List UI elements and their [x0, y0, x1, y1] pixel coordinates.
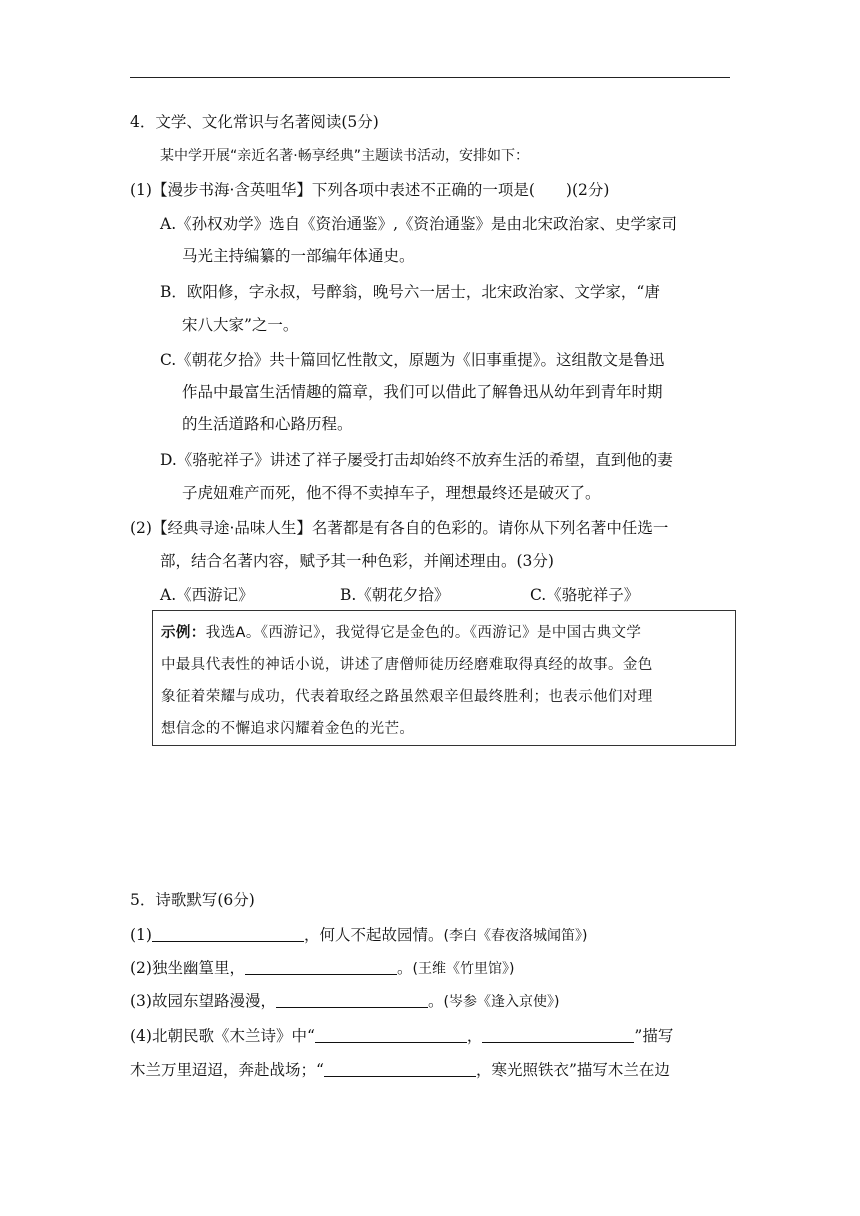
q4-part2-stem-line2: 部，结合名著内容，赋予其一种色彩，并阐述理由。(3分)	[160, 552, 554, 570]
q5-item1: (1) ，何人不起故园情。(李白《春夜洛城闻笛》)	[130, 926, 588, 944]
option-d-line2: 子虎妞难产而死，他不得不卖掉车子，理想最终还是破灭了。	[182, 484, 601, 502]
source-citation: (王维《竹里馆》)	[412, 961, 515, 977]
answer-line4: 想信念的不懈追求闪耀着金色的光芒。	[161, 721, 415, 737]
answer-label: 示例：	[161, 625, 206, 641]
book-choices	[160, 585, 730, 605]
header-rule	[130, 77, 730, 78]
q5-item4-line2: 木兰万里迢迢，奔赴战场；“ ，寒光照铁衣”描写木兰在边	[130, 1061, 670, 1079]
q5-item4-line1: (4)北朝民歌《木兰诗》中“ ， ”描写	[130, 1027, 674, 1045]
answer-line3: 象征着荣耀与成功，代表着取经之路虽然艰辛但最终胜利；也表示他们对理	[161, 689, 653, 705]
q5-item3: (3)故园东望路漫漫， 。(岑参《逢入京使》)	[130, 992, 560, 1010]
q4-intro: 某中学开展“亲近名著·畅享经典”主题读书活动，安排如下：	[160, 148, 529, 164]
choice-a: A.《西游记》	[160, 586, 254, 604]
source-citation: (岑参《逢入京使》)	[443, 994, 560, 1010]
answer-blank[interactable]	[245, 959, 397, 975]
answer-blank[interactable]	[324, 1061, 476, 1077]
choice-b: B.《朝花夕拾》	[340, 586, 450, 604]
option-a-line2: 马光主持编纂的一部编年体通史。	[182, 247, 415, 265]
answer-line2: 中最具代表性的神话小说，讲述了唐僧师徒历经磨难取得真经的故事。金色	[161, 657, 653, 673]
q5-title: 5．诗歌默写(6分)	[130, 891, 255, 909]
choice-c: C.《骆驼祥子》	[530, 586, 640, 604]
option-a-line1: A.《孙权劝学》选自《资治通鉴》,《资治通鉴》是由北宋政治家、史学家司	[160, 215, 678, 233]
q4-part2-stem-line1: (2)【经典寻途·品味人生】名著都是有各自的色彩的。请你从下列名著中任选一	[130, 519, 669, 537]
option-c-line1: C.《朝花夕拾》共十篇回忆性散文，原题为《旧事重提》。这组散文是鲁迅	[160, 351, 665, 369]
option-b-line2: 宋八大家”之一。	[182, 316, 299, 334]
answer-blank[interactable]	[315, 1027, 467, 1043]
q4-part1-stem: (1)【漫步书海·含英咀华】下列各项中表述不正确的一项是( )(2分)	[130, 181, 610, 199]
option-b-line1: B．欧阳修，字永叔，号醉翁，晚号六一居士，北宋政治家、文学家，“唐	[160, 283, 660, 301]
answer-box	[152, 610, 736, 746]
answer-blank[interactable]	[276, 992, 428, 1008]
option-c-line2: 作品中最富生活情趣的篇章，我们可以借此了解鲁迅从幼年到青年时期	[182, 383, 663, 401]
option-c-line3: 的生活道路和心路历程。	[182, 415, 353, 433]
answer-line1: 示例：我选A。《西游记》，我觉得它是金色的。《西游记》是中国古典文学	[161, 625, 642, 641]
q5-item2: (2)独坐幽篁里， 。(王维《竹里馆》)	[130, 959, 515, 977]
answer-blank[interactable]	[482, 1027, 634, 1043]
answer-blank[interactable]	[152, 926, 304, 942]
q4-title: 4．文学、文化常识与名著阅读(5分)	[130, 113, 379, 131]
source-citation: (李白《春夜洛城闻笛》)	[443, 928, 588, 944]
option-d-line1: D.《骆驼祥子》讲述了祥子屡受打击却始终不放弃生活的希望，直到他的妻	[160, 451, 673, 469]
